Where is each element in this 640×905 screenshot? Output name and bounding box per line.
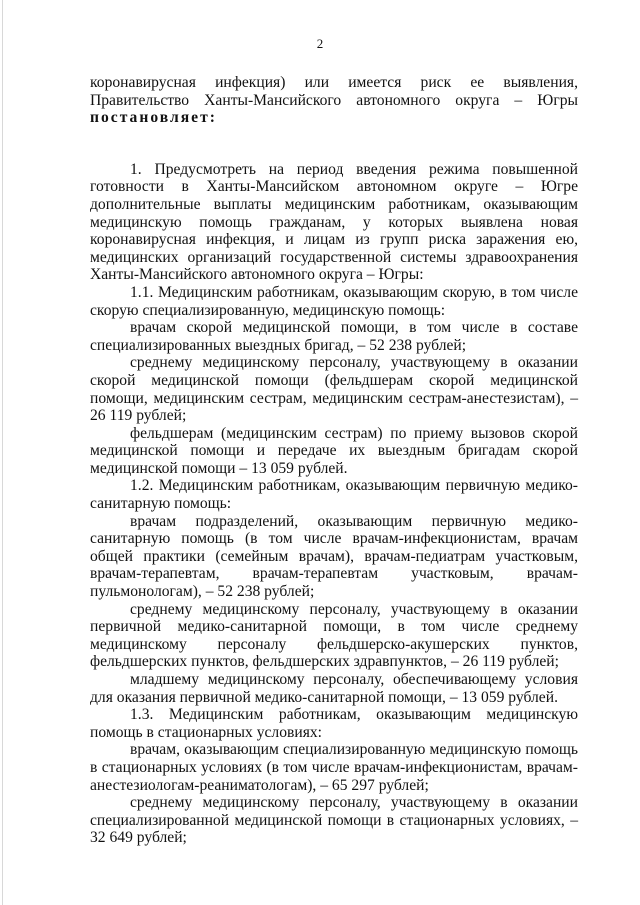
page-number: 2 (316, 36, 324, 51)
paragraph-1-1-dispatch: фельдшерам (медицинским сестрам) по приему вызовов скорой медицинской помощи и передаче их выездным бригадам скорой медицинской помощи – 13 059 рублей. (90, 424, 578, 477)
paragraph-1-2: 1.2. Медицинским работникам, оказывающим первичную медико-санитарную помощь: (90, 477, 578, 513)
paragraph-1-1-nurses: среднему медицинскому персоналу, участвующему в оказании скорой медицинской помощи (фельдшерам скорой медицинской помощи, медицинским сестрам, медицинским сестрам-анестезистам), – 26 119 рублей; (90, 354, 578, 425)
paragraph-1-3-nurses: среднему медицинскому персоналу, участвующему в оказании специализированной медицинской помощи в стационарных условиях, – 32 649 рублей; (90, 794, 578, 847)
scan-edge (2, 0, 3, 905)
paragraph-1-3-doctors: врачам, оказывающим специализированную медицинскую помощь в стационарных условиях (в том числе врачам-инфекционистам, врачам-анестезиологам-реаниматологам), – 65 297 рублей; (90, 741, 578, 794)
opening-paragraph (90, 74, 578, 127)
paragraph-1: 1. Предусмотреть на период введения режима повышенной готовности в Ханты-Мансийском автономном округе – Югре дополнительные выплаты медицинским работникам, оказывающим медицинскую помощь гражданам, у которых выявлена новая коронавирусная инфекция, и лицам из групп риска заражения ею, медицинских организаций государственной системы здравоохранения Ханты-Мансийского автономного округа – Югры: (90, 160, 578, 284)
paragraph-1-2-junior: младшему медицинскому персоналу, обеспечивающему условия для оказания первичной медико-санитарной помощи, – 13 059 рублей. (90, 671, 578, 706)
paragraph-1-2-nurses: среднему медицинскому персоналу, участвующему в оказании первичной медико-санитарной помощи, в том числе среднему медицинскому персоналу фельдшерско-акушерских пунктов, фельдшерских пунктов, фельдшерских здравпунктов, – 26 119 рублей; (90, 600, 578, 671)
paragraph-1-2-doctors: врачам подразделений, оказывающим первичную медико-санитарную помощь (в том числе врачам-инфекционистам, врачам общей практики (семейным врачам), врачам-педиатрам участковым, врачам-терапевтам, врачам-терапевтам участковым, врачам-пульмонологам), – 52 238 рублей; (90, 512, 578, 601)
decree-word: постановляет: (90, 109, 217, 127)
paragraph-1-1-doctors: врачам скорой медицинской помощи, в том числе в составе специализированных выездных бригад, – 52 238 рублей; (90, 319, 578, 354)
paragraph-1-3: 1.3. Медицинским работникам, оказывающим медицинскую помощь в стационарных условиях: (90, 706, 578, 741)
opening-text: коронавирусная инфекция) или имеется риск ее выявления, Правительство Ханты-Мансийского автономного округа – Югры (90, 74, 578, 109)
paragraph-gap (90, 127, 578, 161)
document-body (90, 74, 578, 847)
paragraph-1-1: 1.1. Медицинским работникам, оказывающим скорую, в том числе скорую специализированную, медицинскую помощь: (90, 283, 578, 319)
